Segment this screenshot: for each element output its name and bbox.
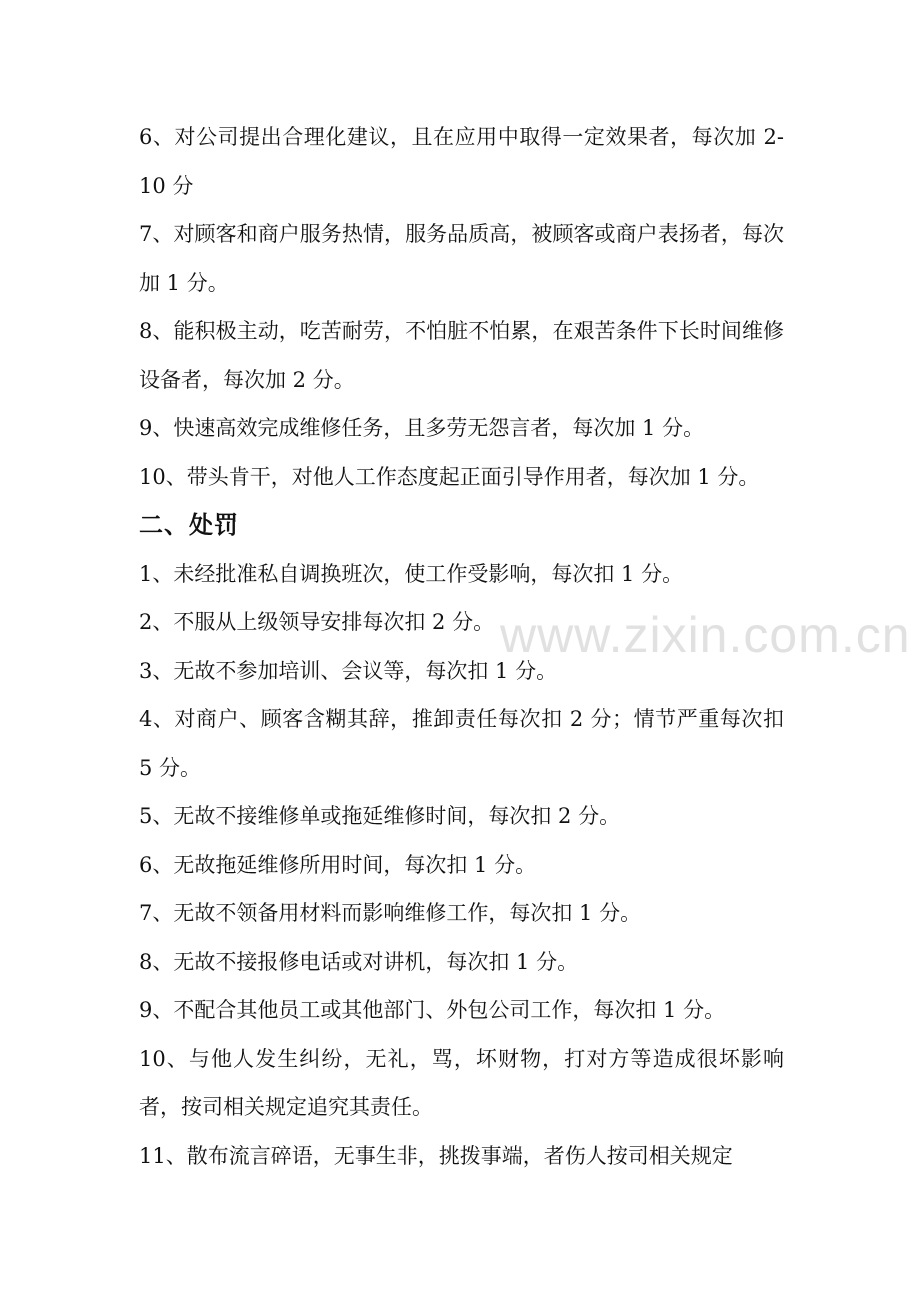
list-item-reward-7: 7、对顾客和商户服务热情，服务品质高，被顾客或商户表扬者，每次加 1 分。 bbox=[139, 222, 784, 295]
list-item-penalty-8: 8、无故不接报修电话或对讲机，每次扣 1 分。 bbox=[139, 949, 579, 974]
list-item-penalty-5: 5、无故不接维修单或拖延维修时间，每次扣 2 分。 bbox=[139, 804, 621, 828]
list-item-penalty-6: 6、无故拖延维修所用时间，每次扣 1 分。 bbox=[139, 852, 537, 877]
list-item-reward-8: 8、能积极主动，吃苦耐劳，不怕脏不怕累，在艰苦条件下长时间维修设备者，每次加 2 分。 bbox=[139, 319, 784, 392]
list-item-reward-9: 9、快速高效完成维修任务，且多劳无怨言者，每次加 1 分。 bbox=[139, 416, 705, 440]
list-item-penalty-10: 10、与他人发生纠纷，无礼，骂，坏财物，打对方等造成很坏影响者，按司相关规定追究其责任。 bbox=[139, 1046, 784, 1119]
list-item-penalty-4: 4、对商户、顾客含糊其辞，推卸责任每次扣 2 分；情节严重每次扣 5 分。 bbox=[139, 707, 784, 780]
watermark-text: www.zixin.com.cn bbox=[500, 607, 911, 663]
list-item-reward-6: 6、对公司提出合理化建议，且在应用中取得一定效果者，每次加 2-10 分 bbox=[139, 125, 784, 198]
list-item-penalty-2: 2、不服从上级领导安排每次扣 2 分。 bbox=[139, 610, 495, 634]
list-item-penalty-11: 11、散布流言碎语，无事生非，挑拨事端，者伤人按司相关规定 bbox=[139, 1143, 733, 1168]
list-item-penalty-7: 7、无故不领备用材料而影响维修工作，每次扣 1 分。 bbox=[139, 901, 642, 925]
section-heading-penalty: 二、处罚 bbox=[139, 511, 239, 539]
list-item-reward-10: 10、带头肯干，对他人工作态度起正面引导作用者，每次加 1 分。 bbox=[139, 464, 760, 489]
list-item-penalty-9: 9、不配合其他员工或其他部门、外包公司工作，每次扣 1 分。 bbox=[139, 998, 726, 1022]
document-body bbox=[139, 113, 784, 1180]
list-item-penalty-3: 3、无故不参加培训、会议等，每次扣 1 分。 bbox=[139, 658, 558, 683]
list-item-penalty-1: 1、未经批准私自调换班次，使工作受影响，每次扣 1 分。 bbox=[139, 561, 684, 586]
